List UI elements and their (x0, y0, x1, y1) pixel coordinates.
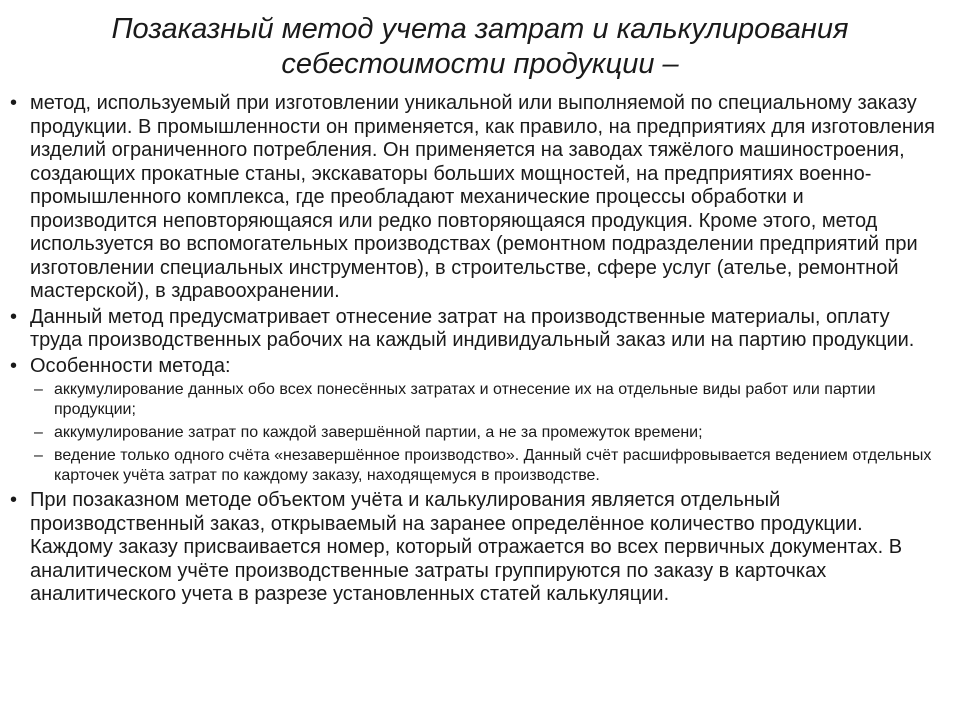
bullet-item-features (8, 355, 936, 487)
sub-bullet-item (30, 423, 936, 443)
bullet-item-usage (8, 92, 936, 304)
dash-icon: – (34, 424, 43, 441)
sub-bullet-text: аккумулирование данных обо всех понесённых затратах и отнесение их на отдельные виды работ или партии продукции; (54, 381, 876, 418)
bullet-icon: • (10, 305, 18, 328)
bullet-text: метод, используемый при изготовлении уникальной или выполняемой по специальному заказу продукции. В промышленности он применяется, как правило, на предприятиях для изготовления изделий ограниченного потребления. Он применяется на заводах тяжёлого машиностроения, создающих прокатные станы, экскаваторы больших мощностей, на предприятиях военно-промышленного комплекса, где преобладают механические процессы обработки и производится неповторяющаяся или редко повторяющаяся продукция. Кроме этого, метод используется во вспомогательных производствах (ремонтном подразделении предприятий при изготовлении специальных инструментов), в строительстве, сфере услуг (ателье, ремонтной мастерской), в здравоохранении. (30, 92, 935, 302)
sub-bullet-list (30, 380, 936, 486)
bullet-text: При позаказном методе объектом учёта и калькулирования является отдельный производственный заказ, открываемый на заранее определённое количество продукции. Каждому заказу присваивается номер, который отражается во всех первичных документах. В аналитическом учёте производственные затраты группируются по заказу в карточках аналитического учета в разрезе установленных статей калькуляции. (30, 489, 903, 605)
bullet-item-accounting-object (8, 489, 936, 607)
sub-bullet-text: аккумулирование затрат по каждой завершённой партии, а не за промежуток времени; (54, 424, 703, 441)
dash-icon: – (34, 381, 43, 398)
bullet-icon: • (10, 92, 18, 114)
bullet-icon: • (10, 354, 18, 377)
dash-icon: – (34, 447, 43, 464)
bullet-text: Данный метод предусматривает отнесение затрат на производственные материалы, оплату труда производственных рабочих на каждый индивидуальный заказ или на партию продукции. (30, 305, 915, 351)
slide-title (8, 12, 936, 82)
sub-bullet-text: ведение только одного счёта «незавершённое производство». Данный счёт расшифровывается ведением отдельных карточек учёта затрат по каждому заказу, находящемуся в производстве. (54, 447, 932, 484)
sub-bullet-item (30, 446, 936, 486)
slide-title-line-2: себестоимости продукции – (281, 48, 679, 80)
slide-title-line-1: Позаказный метод учета затрат и калькулирования (111, 13, 849, 45)
bullet-item-cost-allocation (8, 306, 936, 353)
bullet-text: Особенности метода: (30, 354, 231, 377)
bullet-icon: • (10, 489, 18, 511)
sub-bullet-item (30, 380, 936, 420)
bullet-list (8, 92, 936, 607)
